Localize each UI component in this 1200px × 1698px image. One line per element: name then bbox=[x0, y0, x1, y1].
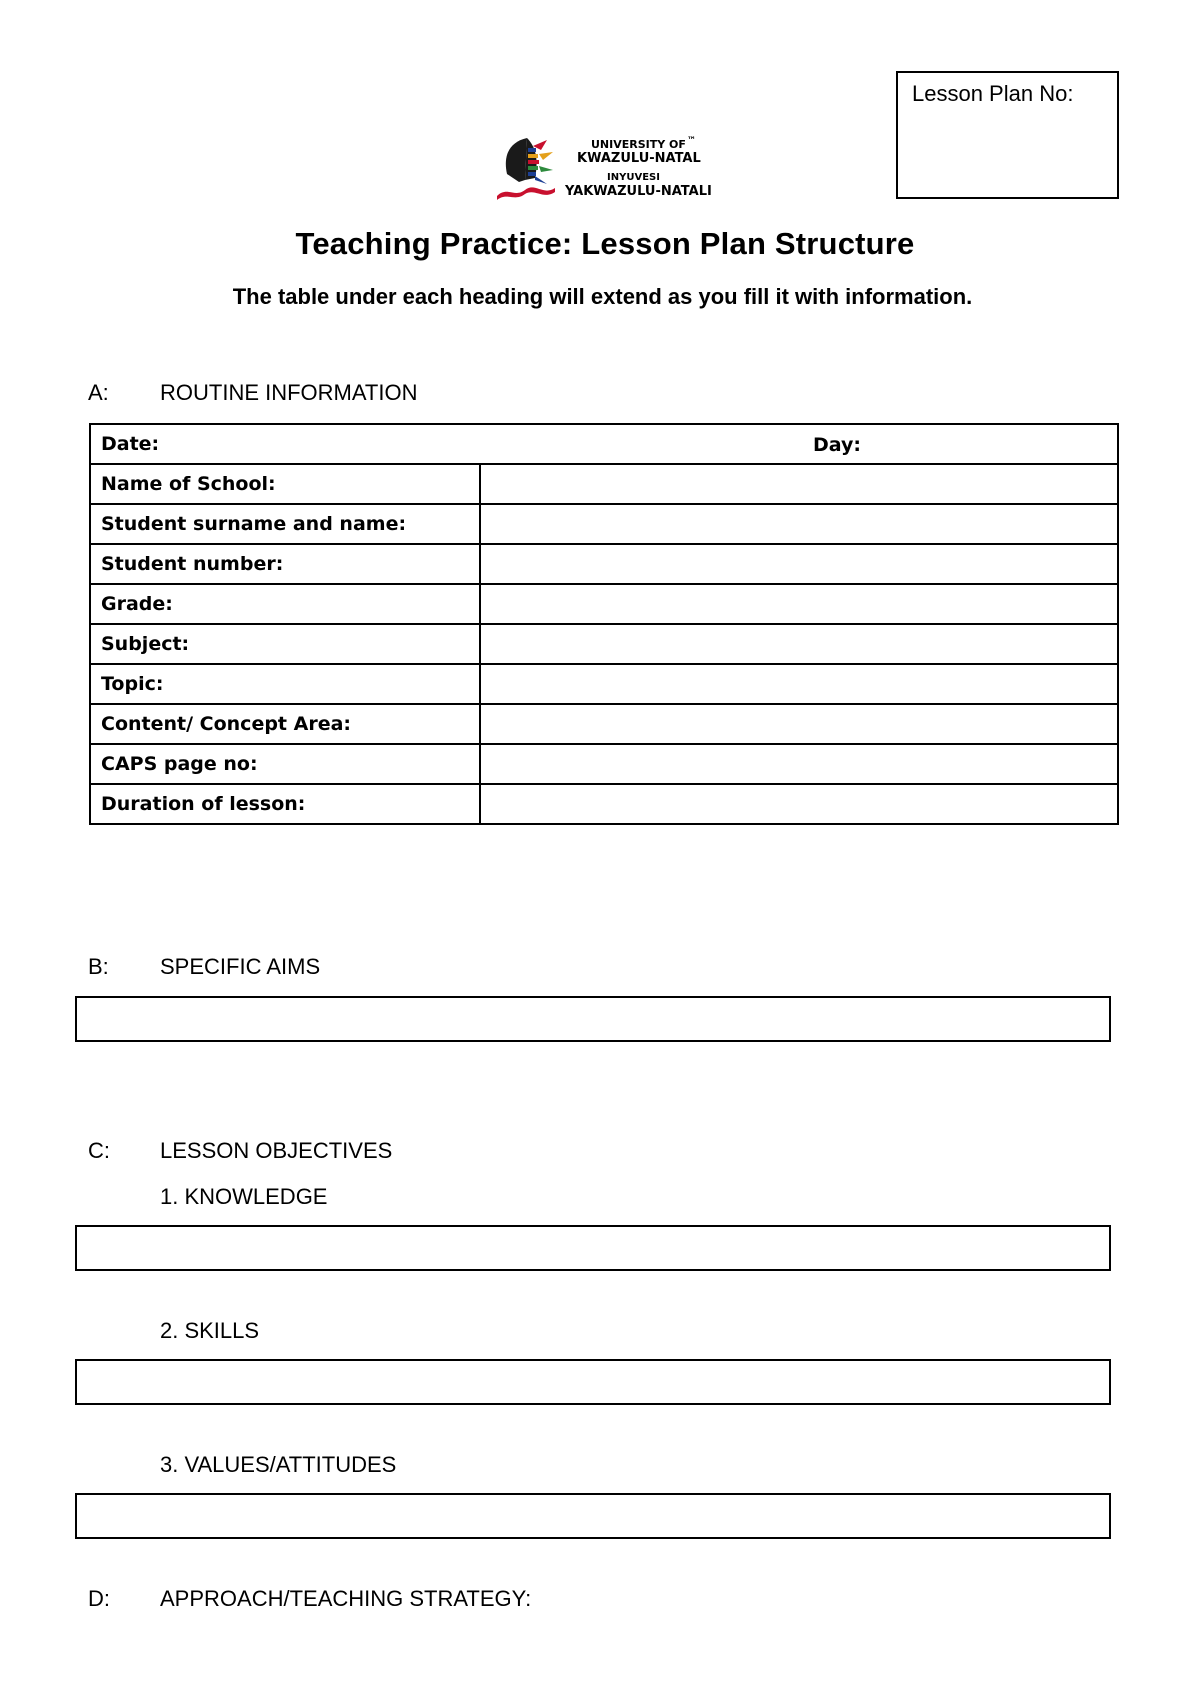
row-label: Content/ Concept Area: bbox=[90, 704, 480, 744]
logo-line-2: KWAZULU-NATAL bbox=[577, 151, 701, 166]
row-label: Duration of lesson: bbox=[90, 784, 480, 824]
objective-values-label: 3. VALUES/ATTITUDES bbox=[160, 1452, 397, 1477]
skills-box[interactable] bbox=[75, 1359, 1111, 1405]
row-label: Topic: bbox=[90, 664, 480, 704]
date-day-cell[interactable] bbox=[90, 424, 1118, 464]
logo-trademark: ™ bbox=[687, 136, 696, 146]
values-attitudes-box[interactable] bbox=[75, 1493, 1111, 1539]
row-label: Student surname and name: bbox=[90, 504, 480, 544]
table-row bbox=[90, 424, 1118, 464]
row-label: Grade: bbox=[90, 584, 480, 624]
table-row bbox=[90, 784, 1118, 824]
table-row bbox=[90, 544, 1118, 584]
objective-knowledge-label: 1. KNOWLEDGE bbox=[160, 1184, 328, 1209]
ukzn-emblem-icon bbox=[495, 134, 565, 204]
row-value-cell[interactable] bbox=[480, 544, 1118, 584]
section-b-letter: B: bbox=[88, 954, 109, 979]
row-value-cell[interactable] bbox=[480, 464, 1118, 504]
routine-information-table bbox=[89, 423, 1119, 825]
section-a-letter: A: bbox=[88, 380, 109, 405]
logo-line-4: YAKWAZULU-NATALI bbox=[565, 184, 712, 199]
specific-aims-box[interactable] bbox=[75, 996, 1111, 1042]
table-row bbox=[90, 744, 1118, 784]
row-label: Name of School: bbox=[90, 464, 480, 504]
table-row bbox=[90, 624, 1118, 664]
lesson-plan-number-box[interactable] bbox=[896, 71, 1119, 199]
lesson-plan-number-label: Lesson Plan No: bbox=[912, 81, 1074, 106]
table-row bbox=[90, 464, 1118, 504]
section-b-title: SPECIFIC AIMS bbox=[160, 954, 321, 979]
row-value-cell[interactable] bbox=[480, 744, 1118, 784]
logo-line-3: INYUVESI bbox=[607, 172, 660, 183]
logo-line-1: UNIVERSITY OF bbox=[591, 138, 686, 151]
row-value-cell[interactable] bbox=[480, 664, 1118, 704]
day-label: Day: bbox=[813, 434, 861, 456]
row-value-cell[interactable] bbox=[480, 784, 1118, 824]
table-row bbox=[90, 584, 1118, 624]
section-c-letter: C: bbox=[88, 1138, 110, 1163]
objective-skills-label: 2. SKILLS bbox=[160, 1318, 260, 1343]
date-label: Date: bbox=[101, 433, 160, 455]
table-row bbox=[90, 664, 1118, 704]
page-title: Teaching Practice: Lesson Plan Structure bbox=[295, 226, 915, 261]
row-value-cell[interactable] bbox=[480, 624, 1118, 664]
section-d-title: APPROACH/TEACHING STRATEGY: bbox=[160, 1586, 532, 1611]
table-row bbox=[90, 704, 1118, 744]
row-label: CAPS page no: bbox=[90, 744, 480, 784]
university-logo bbox=[495, 134, 711, 204]
page-subtitle: The table under each heading will extend as you fill it with information. bbox=[232, 284, 973, 309]
section-d-letter: D: bbox=[88, 1586, 110, 1611]
row-label: Subject: bbox=[90, 624, 480, 664]
row-value-cell[interactable] bbox=[480, 504, 1118, 544]
section-a-title: ROUTINE INFORMATION bbox=[160, 380, 418, 405]
row-label: Student number: bbox=[90, 544, 480, 584]
row-value-cell[interactable] bbox=[480, 704, 1118, 744]
row-value-cell[interactable] bbox=[480, 584, 1118, 624]
knowledge-box[interactable] bbox=[75, 1225, 1111, 1271]
table-row bbox=[90, 504, 1118, 544]
section-c-title: LESSON OBJECTIVES bbox=[160, 1138, 393, 1163]
